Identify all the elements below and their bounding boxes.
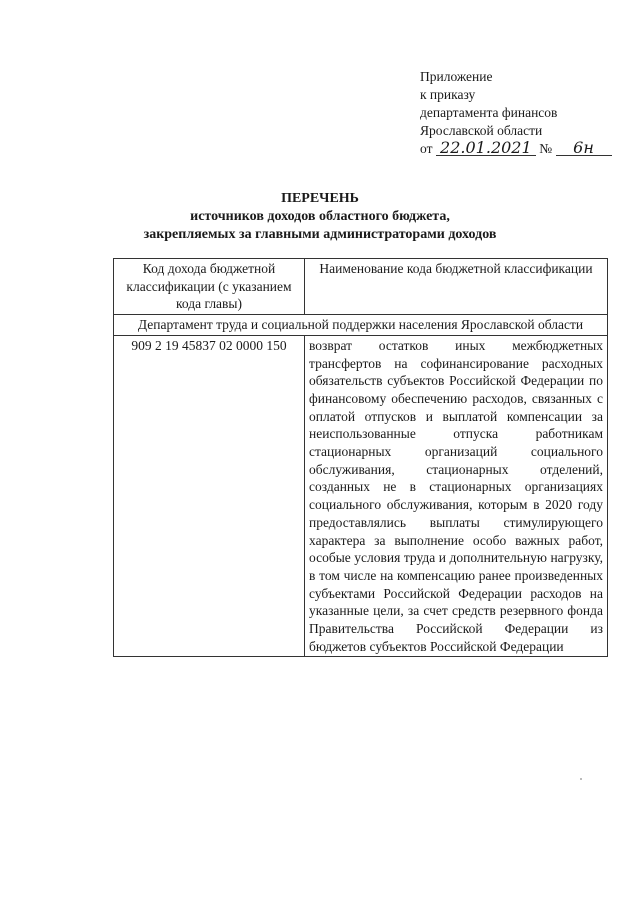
scan-speck	[580, 778, 582, 780]
order-line	[420, 140, 620, 158]
order-date-handwritten: 22.01.2021	[436, 141, 536, 156]
income-sources-table	[113, 258, 608, 657]
appendix-region: Ярославской области	[420, 123, 543, 138]
header-code-column: Код дохода бюджетной классификации (с указанием кода главы)	[114, 259, 305, 315]
table-header-row	[114, 259, 608, 315]
income-code: 909 2 19 45837 02 0000 150	[114, 335, 305, 657]
income-description: возврат остатков иных межбюджетных трансфертов на софинансирование расходных обязательств субъектов Российской Федерации по финансовому обеспечению расходов, связанных с оплатой отпусков и выплатой компенсации за неиспользованные отпуска работникам стационарных организаций социального обслуживания, стационарных отделений, созданных не в стационарных организациях социального обслуживания, которым в 2020 году предоставлялись выплаты стимулирующего характера за выполнение особо важных работ, особые условия труда и дополнительную нагрузку, в том числе на компенсацию ранее произведенных субъектами Российской Федерации расходов на указанные цели, за счет средств резервного фонда Правительства Российской Федерации из бюджетов субъектов Российской Федерации	[305, 335, 608, 657]
appendix-department: департамента финансов	[420, 105, 558, 120]
appendix-order-ref: к приказу	[420, 87, 476, 102]
order-number-label: №	[539, 141, 553, 156]
department-name: Департамент труда и социальной поддержки населения Ярославской области	[114, 315, 608, 336]
title-subline-1: источников доходов областного бюджета,	[190, 209, 450, 224]
department-row	[114, 315, 608, 336]
appendix-block	[420, 68, 620, 158]
table-row	[114, 335, 608, 657]
title-subline-2: закрепляемых за главными администраторами доходов	[143, 227, 497, 242]
appendix-title: Приложение	[420, 69, 493, 84]
document-title	[120, 190, 520, 244]
order-prefix: от	[420, 141, 433, 156]
title-heading: ПЕРЕЧЕНЬ	[281, 191, 359, 206]
order-number-handwritten: 6н	[556, 141, 612, 156]
header-name-column: Наименование кода бюджетной классификации	[305, 259, 608, 315]
